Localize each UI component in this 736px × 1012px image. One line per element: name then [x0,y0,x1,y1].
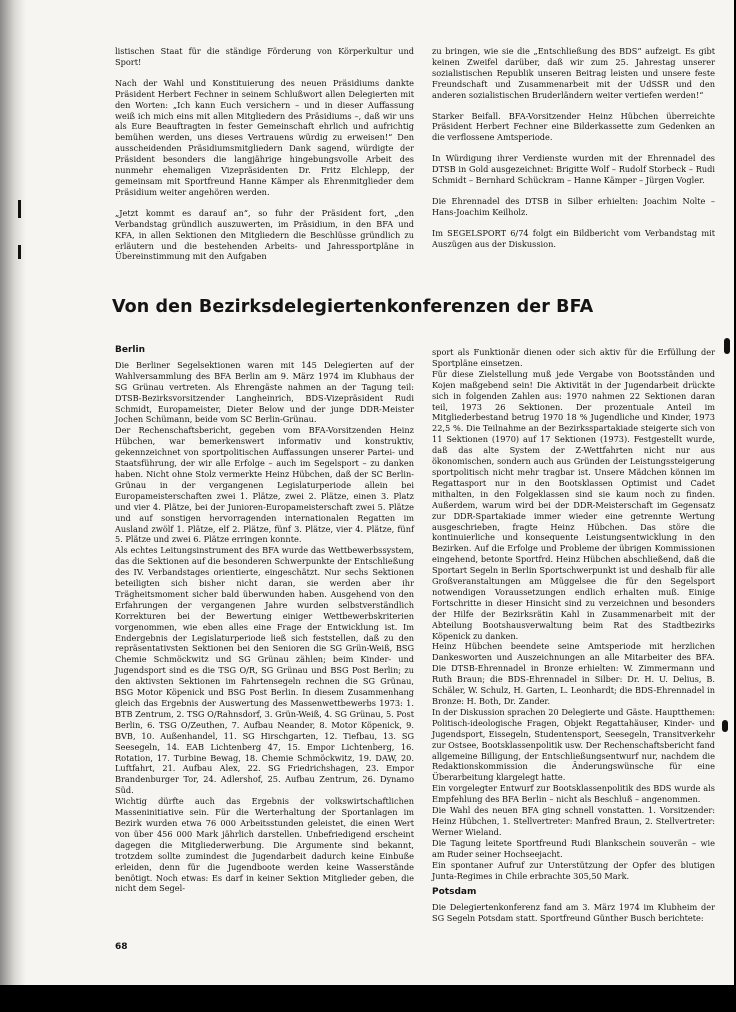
paragraph: Die Berliner Segelsektionen waren mit 145 Delegierten auf der Wahlversammlung des BFA Berlin am 9. März 1974 im Klubhaus der SG Grünau vertreten. Als Ehrengäste nahmen an der Tagung teil: DTSB-Bezirksvorsitzender Langheinrich, BDS-Vizepräsident Rudi Schmidt, Europameister, Dieter Below und der junge DDR-Meister Jochen Schümann, beide vom SC Berlin-Grünau. [115,359,414,425]
right-column [432,347,715,924]
paragraph: Die Wahl des neuen BFA ging schnell vonstatten. 1. Vorsitzender: Heinz Hübchen, 1. Stellvertreter: Manfred Braun, 2. Stellvertreter: Werner Wieland. [432,805,715,837]
paragraph: Starker Beifall. BFA-Vorsitzender Heinz Hübchen überreichte Präsident Herbert Fechner eine Bilderkassette zum Gedenken an die verflossene Amtsperiode. [432,110,715,143]
page-number: 68 [115,942,128,952]
paragraph: Die Tagung leitete Sportfreund Rudi Blankschein souverän – wie am Ruder seiner Hochseejacht. [432,837,715,859]
potsdam-heading: Potsdam [432,887,477,898]
paragraph: Die Delegiertenkonferenz fand am 3. März 1974 im Klubheim der SG Segeln Potsdam statt. Sportfreund Günther Busch berichtete: [432,902,715,924]
paragraph: Die Ehrennadel des DTSB in Silber erhielten: Joachim Nolte – Hans-Joachim Keilholz. [432,195,715,217]
binding-shadow [0,0,26,985]
paragraph: Der Rechenschaftsbericht, gegeben vom BFA-Vorsitzenden Heinz Hübchen, war bemerkenswert informativ und konstruktiv, gekennzeichnet von sportpolitischen Auffassungen unserer Partei- und Staatsführung, der wir alle Erfolge – auch im Segelsport – zu danken haben. Nicht ohne Stolz vermerkte Heinz Hübchen, daß der SC Berlin-Grünau in der vergangenen Legislaturperiode allein bei Europameisterschaften zwei 1. Plätze, zwei 2. Plätze, einen 3. Platz und vier 4. Plätze, bei der Junioren-Europameisterschaft zwei 5. Plätze und auf sonstigen hervorragenden internationalen Regatten im Ausland zwölf 1. Plätze, elf 2. Plätze, fünf 3. Plätze, vier 4. Plätze, fünf 5. Plätze und zwei 6. Plätze erringen konnte. [115,425,414,545]
paragraph: Heinz Hübchen beendete seine Amtsperiode mit herzlichen Dankesworten und Auszeichnungen an alle Mitarbeiter des BFA. Die DTSB-Ehrennadel in Bronze erhielten: W. Zimmermann und Ruth Braun; die BDS-Ehrennadel in Silber: Dr. H. U. Delius, B. Schäler, W. Schulz, H. Garten, L. Leonhardt; die BDS-Ehrennadel in Bronze: H. Both, Dr. Zander. [432,641,715,706]
berlin-heading: Berlin [115,345,145,355]
berlin-column [115,345,414,894]
paragraph: Für diese Zielstellung muß jede Vergabe von Bootsständen und Kojen maßgebend sein! Die Aktivität in der Jugendarbeit drückte sich in folgenden Zahlen aus: 1970 nahmen 22 Sektionen daran teil, 1973 26 Sektionen. Der prozentuale Anteil im Mitgliederbestand betrug 1970 18 % Jugendliche und Kinder, 1973 22,5 %. Die Teilnahme an der Bezirksspartakiade steigerte sich von 11 Sektionen (1970) auf 17 Sektionen (1973). Festgestellt wurde, daß das alte System der Z-Wettfahrten nicht nur aus ökonomischen, sondern auch aus Gründen der Leistungssteigerung sportpolitisch nicht mehr tragbar ist. Unsere Mädchen können im Regattasport nur in den Bootsklassen Optimist und Cadet mithalten, in den Folgeklassen sind sie kaum noch zu finden. Außerdem, warum wird bei der DDR-Meisterschaft im Gegensatz zur DDR-Spartakiade immer wieder eine getrennte Wertung ausgeschrieben, fragte Heinz Hübchen. Das störe die kontinuierliche und konsequente Leistungsentwicklung in den Bezirken. Auf die Erfolge und Probleme der übrigen Kommissionen eingehend, betonte Sportfrd. Heinz Hübchen abschließend, daß die Sportart Segeln in Berlin Sportschwerpunkt ist und deshalb für alle Großveranstaltungen am Müggelsee die für den Segelsport notwendigen Voraussetzungen endlich erhalten muß. Einige Fortschritte in dieser Hinsicht sind zu verzeichnen und besonders der Hilfe der Bezirksrätin Kahl in Zusammenarbeit mit der Abteilung Bootshausverwaltung beim Rat des Stadtbezirks Köpenick zu danken. [432,368,715,641]
paragraph: Nach der Wahl und Konstituierung des neuen Präsidiums dankte Präsident Herbert Fechner in seinem Schlußwort allen Delegierten mit den Worten: „Ich kann Euch versichern – und in dieser Auffassung weiß ich mich eins mit allen Mitgliedern des Präsidiums –, daß wir uns als Eure Beauftragten in fester Gemeinschaft ehrlich und aufrichtig bemühen werden, uns dieses Vertrauens würdig zu erweisen!“ Den ausscheidenden Präsidiumsmitgliedern Dank sagend, würdigte der Präsident besonders die langjährige hingebungsvolle Arbeit des nunmehr ehemaligen Vizepräsidenten Dr. Fritz Elchlepp, der gemeinsam mit Sportfreund Hanne Kämper als Ehrenmitglieder dem Präsidium weiter angehören werden. [115,77,414,197]
top-right-column [432,46,715,250]
paragraph: Im SEGELSPORT 6/74 folgt ein Bildbericht vom Verbandstag mit Auszügen aus der Diskussion. [432,227,715,249]
paragraph: listischen Staat für die ständige Förderung von Körperkultur und Sport! [115,46,414,67]
edge-mark-right [722,720,728,732]
binding-mark [18,245,21,259]
paragraph: Wichtig dürfte auch das Ergebnis der volkswirtschaftlichen Masseninitiative sein. Für die Werterhaltung der Sportanlagen im Bezirk wurden etwa 76 000 Arbeitsstunden geleistet, die einen Wert von über 456 000 Mark jährlich darstellen. Unbefriedigend erscheint dagegen die Mitgliederwerbung. Die Argumente sind bekannt, trotzdem sollte zumindest die Jugendarbeit dadurch keine Einbuße erleiden, denn für die Jugendboote werden keine Wasserstände benötigt. Noch etwas: Es darf in keiner Sektion Mitglieder geben, die nicht dem Segel- [115,796,414,894]
section-title: Von den Bezirksdelegiertenkonferenzen der BFA [112,297,594,317]
binding-mark [18,200,21,218]
paragraph: „Jetzt kommt es darauf an“, so fuhr der Präsident fort, „den Verbandstag gründlich auszuwerten, im Präsidium, in den BFA und KFA, in allen Sektionen den Mitgliedern die Beschlüsse gründlich zu erläutern und die bestehenden Arbeits- und Jahressportpläne in Übereinstimmung mit den Aufgaben [115,207,414,262]
paragraph: Ein vorgelegter Entwurf zur Bootsklassenpolitik des BDS wurde als Empfehlung des BFA Berlin – nicht als Beschluß – angenommen. [432,783,715,805]
paragraph: Ein spontaner Aufruf zur Unterstützung der Opfer des blutigen Junta-Regimes in Chile erbrachte 305,50 Mark. [432,859,715,881]
edge-mark-right [724,338,730,354]
paragraph: In Würdigung ihrer Verdienste wurden mit der Ehrennadel des DTSB in Gold ausgezeichnet: Brigitte Wolf – Rudolf Storbeck – Rudi Schmidt – Bernhard Schückram – Hanne Kämper – Jürgen Vogler. [432,153,715,186]
paragraph: Als echtes Leitungsinstrument des BFA wurde das Wettbewerbssystem, das die Sektionen auf die besonderen Schwerpunkte der Entschließung des IV. Verbandstages orientierte, eingeschätzt. Nur sechs Sektionen beteiligten sich bisher nicht daran, sie werden aber ihr Trägheitsmoment sicher bald überwunden haben. Ausgehend von den Erfahrungen der vergangenen Jahre wurden selbstverständlich Korrekturen bei der Bewertung einiger Wettbewerbskriterien vorgenommen, wie eben alles eine Frage der Entwicklung ist. Im Endergebnis der Legislaturperiode ließ sich feststellen, daß zu den repräsentativsten Sektionen bei den Senioren die SG Grün-Weiß, BSG Chemie Schmöckwitz und SG Grünau zählen; beim Kinder- und Jugendsport sind es die TSG O/R, SG Grünau und BSG Post Berlin; zu den aktivsten Sektionen im Fahrtensegeln rechnen die SG Grünau, BSG Motor Köpenick und BSG Post Berlin. In diesem Zusammenhang gleich das Ergebnis der Auswertung des Massenwettbewerbs 1973: 1. BTB Zentrum, 2. TSG O/Rahnsdorf, 3. Grün-Weiß, 4. SG Grünau, 5. Post Berlin, 6. TSG O/Zeuthen, 7. Aufbau Neander, 8. Motor Köpenick, 9. BVB, 10. Außenhandel, 11. SG Hirschgarten, 12. Tiefbau, 13. SG Seesegeln, 14. EAB Lichtenberg 47, 15. Empor Lichtenberg, 16. Rotation, 17. Turbine Bewag, 18. Chemie Schmöckwitz, 19. DAW, 20. Luftfahrt, 21. Aufbau Alex, 22. SG Friedrichshagen, 23. Empor Brandenburger Tor, 24. Adlershof, 25. Aufbau Zentrum, 26. Dynamo Süd. [115,545,414,796]
paragraph: sport als Funktionär dienen oder sich aktiv für die Erfüllung der Sportpläne einsetzen. [432,347,715,368]
paragraph: In der Diskussion sprachen 20 Delegierte und Gäste. Hauptthemen: Politisch-ideologische Fragen, Objekt Regattahäuser, Kinder- und Jugendsport, Eissegeln, Studentensport, Seesegeln, Transitverkehr zur Ostsee, Bootsklassenpolitik usw. Der Rechenschaftsbericht fand allgemeine Billigung, der Entschließungsentwurf nur, nachdem die Redaktionskommission die Änderungswünsche für eine Überarbeitung klargelegt hatte. [432,706,715,783]
paragraph: zu bringen, wie sie die „Entschließung des BDS“ aufzeigt. Es gibt keinen Zweifel darüber, daß wir zum 25. Jahrestag unserer sozialistischen Republik unseren Beitrag leisten und unsere feste Freundschaft und Zusammenarbeit mit der UdSSR und den anderen sozialistischen Bruderländern weiter vertiefen werden!“ [432,46,715,100]
scan-bottom-edge [12,985,734,1012]
top-left-column [115,46,414,262]
